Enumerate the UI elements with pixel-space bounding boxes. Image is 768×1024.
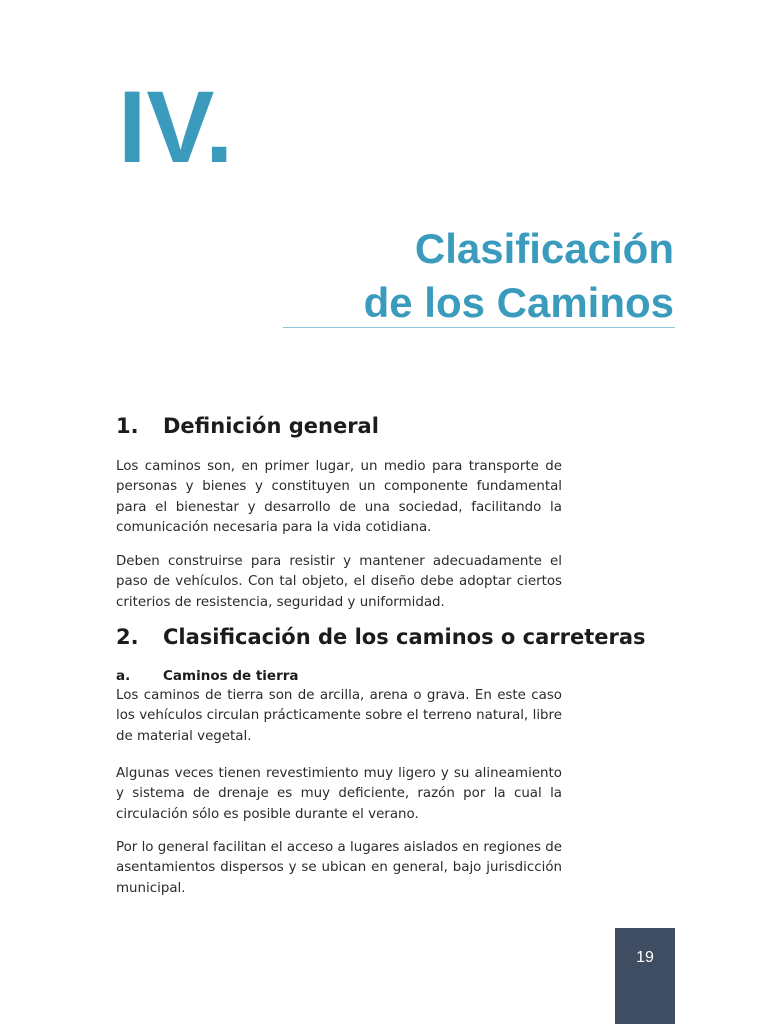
section-1-paragraph-2: Deben construirse para resistir y mantener adecuadamente el paso de vehículos. Con tal objeto, el diseño debe adoptar ciertos criterios de resistencia, seguridad y uniformidad. — [116, 554, 562, 610]
section-1-title: Definición general — [163, 414, 379, 438]
chapter-title-line-1: Clasificación — [414, 225, 674, 272]
section-2-title: Clasificación de los caminos o carreteras — [163, 625, 646, 649]
subsection-a-paragraph-3: Por lo general facilitan el acceso a lugares aislados en regiones de asentamientos dispersos y se ubican en general, bajo jurisdicción municipal. — [116, 840, 562, 896]
title-underline — [283, 327, 675, 328]
section-1-number: 1. — [116, 414, 139, 438]
chapter-title — [364, 222, 674, 330]
subsection-a-paragraph-2: Algunas veces tienen revestimiento muy ligero y su alineamiento y sistema de drenaje es muy deficiente, razón por la cual la circulación sólo es posible durante el verano. — [116, 766, 562, 822]
section-2-heading — [116, 625, 646, 649]
subsection-a-letter: a. — [116, 668, 131, 684]
section-2-number: 2. — [116, 625, 139, 649]
chapter-numeral: IV. — [118, 70, 234, 184]
subsection-a-heading — [116, 668, 299, 684]
section-1-heading — [116, 414, 379, 438]
page-number-box — [615, 928, 675, 1024]
subsection-a-title: Caminos de tierra — [163, 668, 299, 684]
page-number: 19 — [636, 949, 654, 966]
subsection-a-paragraph-1: Los caminos de tierra son de arcilla, arena o grava. En este caso los vehículos circulan prácticamente sobre el terreno natural, libre de material vegetal. — [116, 688, 562, 744]
section-1-paragraph-1: Los caminos son, en primer lugar, un medio para transporte de personas y bienes y constituyen un componente fundamental para el bienestar y desarrollo de una sociedad, facilitando la comunicación necesaria para la vida cotidiana. — [116, 459, 562, 535]
chapter-title-line-2: de los Caminos — [363, 279, 674, 326]
